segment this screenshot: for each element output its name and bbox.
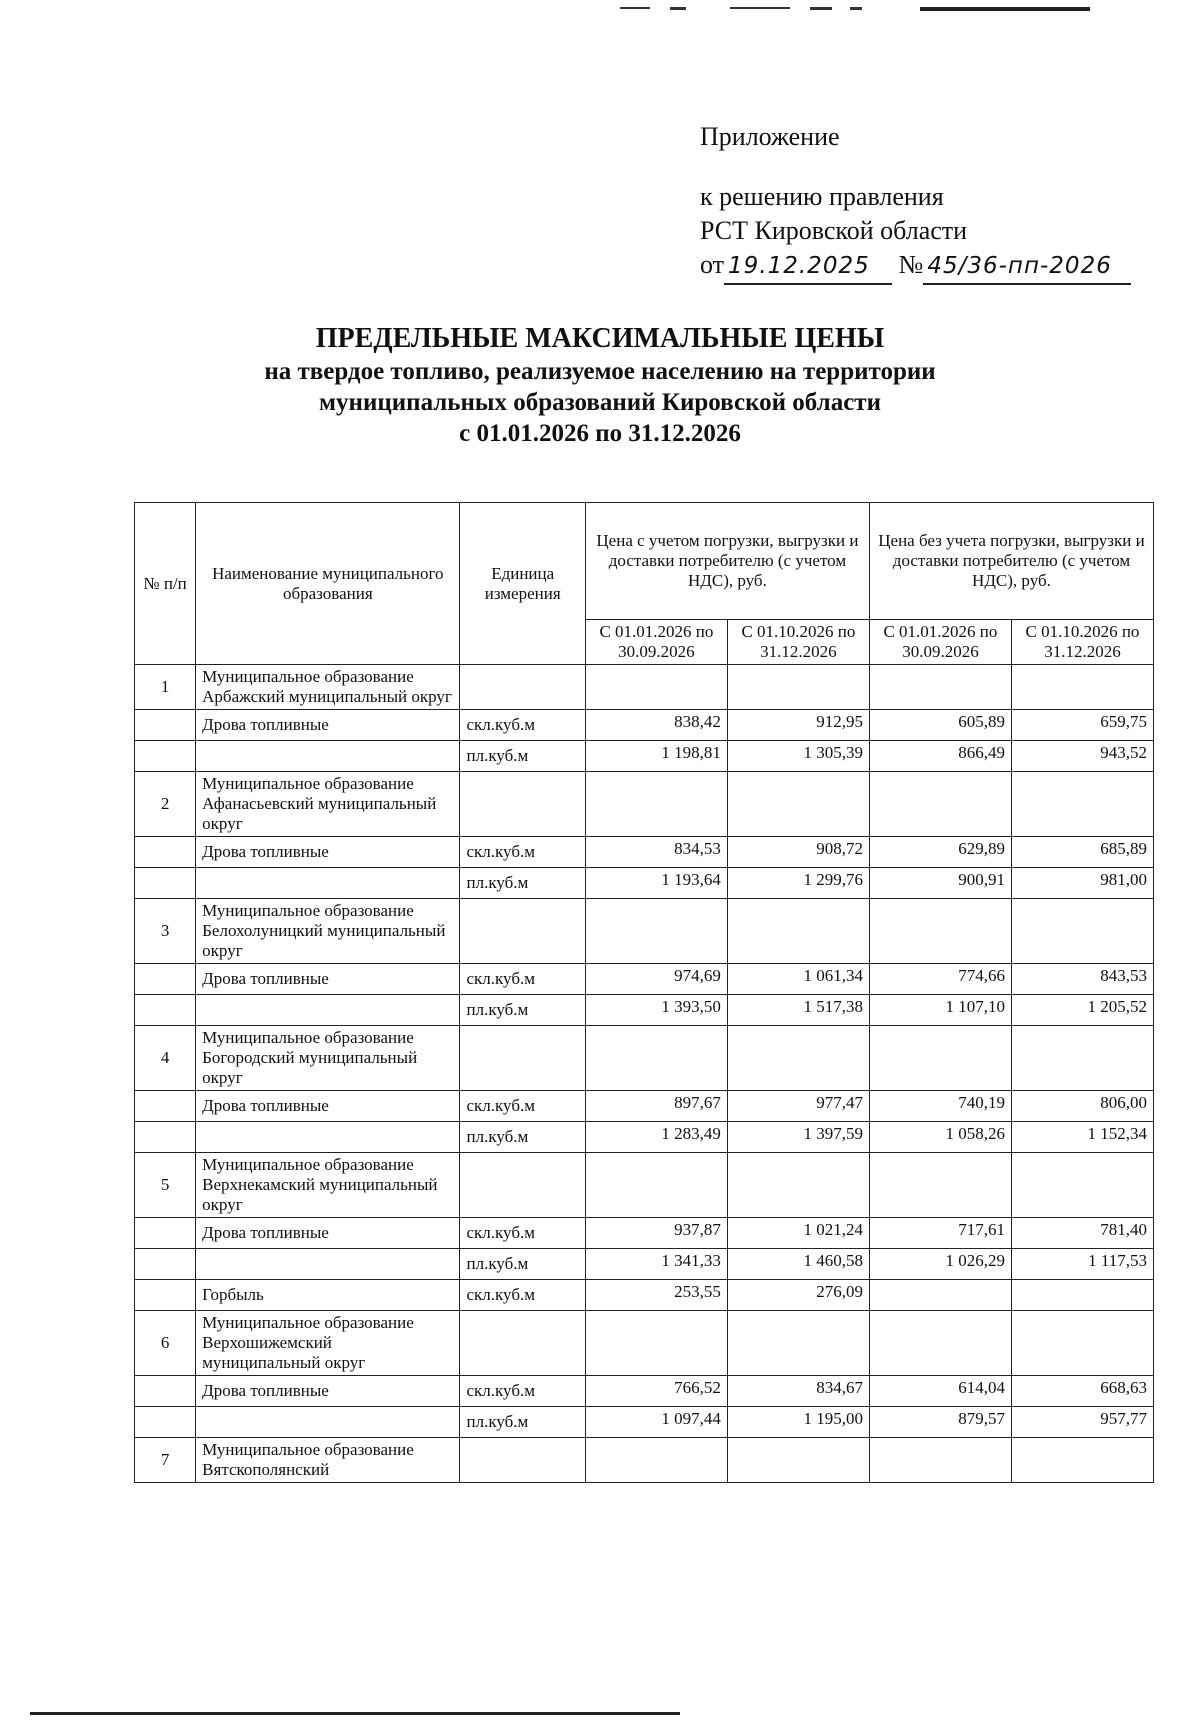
empty-cell xyxy=(460,772,585,837)
empty-cell xyxy=(585,1438,727,1483)
price-value-2: 1 517,38 xyxy=(727,995,869,1026)
empty-cell xyxy=(460,899,585,964)
empty-cell xyxy=(135,964,196,995)
price-value-3: 879,57 xyxy=(869,1407,1011,1438)
row-number: 6 xyxy=(135,1311,196,1376)
header-period-1: С 01.01.2026 по 30.09.2026 xyxy=(585,620,727,665)
municipality-name: Муниципальное образование Вятскополянский xyxy=(196,1438,460,1483)
price-value-1: 1 283,49 xyxy=(585,1122,727,1153)
price-value-1: 897,67 xyxy=(585,1091,727,1122)
price-value-4: 781,40 xyxy=(1011,1218,1153,1249)
municipality-row xyxy=(135,1153,1154,1218)
empty-cell xyxy=(727,1311,869,1376)
document-title xyxy=(0,322,1200,449)
fuel-type: Дрова топливные xyxy=(196,710,460,741)
municipality-name: Муниципальное образование Богородский муниципальный округ xyxy=(196,1026,460,1091)
price-value-3: 717,61 xyxy=(869,1218,1011,1249)
price-value-1: 1 341,33 xyxy=(585,1249,727,1280)
scan-bottom-line xyxy=(30,1712,680,1715)
price-value-1: 253,55 xyxy=(585,1280,727,1311)
empty-cell xyxy=(135,1091,196,1122)
price-value-1: 766,52 xyxy=(585,1376,727,1407)
price-value-4: 659,75 xyxy=(1011,710,1153,741)
header-num: № п/п xyxy=(135,503,196,665)
empty-cell xyxy=(135,1407,196,1438)
price-value-4: 943,52 xyxy=(1011,741,1153,772)
price-value-1: 1 198,81 xyxy=(585,741,727,772)
empty-cell xyxy=(727,899,869,964)
price-value-3: 1 058,26 xyxy=(869,1122,1011,1153)
row-number: 1 xyxy=(135,665,196,710)
scan-edge-marks xyxy=(620,0,1100,6)
price-table-body xyxy=(135,665,1154,1483)
empty-cell xyxy=(727,772,869,837)
fuel-type: Дрова топливные xyxy=(196,1376,460,1407)
price-value-3: 605,89 xyxy=(869,710,1011,741)
empty-cell xyxy=(585,1153,727,1218)
unit-of-measure: скл.куб.м xyxy=(460,964,585,995)
title-line-4: с 01.01.2026 по 31.12.2026 xyxy=(459,420,741,447)
fuel-type xyxy=(196,995,460,1026)
price-value-1: 1 193,64 xyxy=(585,868,727,899)
municipality-name: Муниципальное образование Верхошижемский муниципальный округ xyxy=(196,1311,460,1376)
approval-line-2: РСТ Кировской области xyxy=(700,216,968,245)
empty-cell xyxy=(585,772,727,837)
empty-cell xyxy=(1011,1026,1153,1091)
empty-cell xyxy=(1011,665,1153,710)
municipality-name: Муниципальное образование Верхнекамский муниципальный округ xyxy=(196,1153,460,1218)
price-value-2: 1 305,39 xyxy=(727,741,869,772)
municipality-name: Муниципальное образование Белохолуницкий муниципальный округ xyxy=(196,899,460,964)
price-row xyxy=(135,1407,1154,1438)
price-value-1: 834,53 xyxy=(585,837,727,868)
unit-of-measure: пл.куб.м xyxy=(460,1249,585,1280)
price-value-4: 668,63 xyxy=(1011,1376,1153,1407)
price-row xyxy=(135,1122,1154,1153)
title-line-1: ПРЕДЕЛЬНЫЕ МАКСИМАЛЬНЫЕ ЦЕНЫ xyxy=(315,323,885,354)
unit-of-measure: скл.куб.м xyxy=(460,837,585,868)
empty-cell xyxy=(727,1153,869,1218)
empty-cell xyxy=(869,772,1011,837)
appendix-label: Приложение xyxy=(700,122,840,151)
empty-cell xyxy=(727,1438,869,1483)
empty-cell xyxy=(869,899,1011,964)
price-value-2: 912,95 xyxy=(727,710,869,741)
empty-cell xyxy=(135,868,196,899)
price-value-4: 981,00 xyxy=(1011,868,1153,899)
price-value-4: 685,89 xyxy=(1011,837,1153,868)
price-row xyxy=(135,1091,1154,1122)
municipality-row xyxy=(135,1026,1154,1091)
empty-cell xyxy=(869,665,1011,710)
price-value-3: 866,49 xyxy=(869,741,1011,772)
unit-of-measure: пл.куб.м xyxy=(460,1122,585,1153)
empty-cell xyxy=(869,1438,1011,1483)
fuel-type: Дрова топливные xyxy=(196,1091,460,1122)
empty-cell xyxy=(1011,1311,1153,1376)
approval-block xyxy=(700,120,1131,285)
municipality-row xyxy=(135,772,1154,837)
price-value-4: 843,53 xyxy=(1011,964,1153,995)
price-value-4: 806,00 xyxy=(1011,1091,1153,1122)
unit-of-measure: пл.куб.м xyxy=(460,741,585,772)
fuel-type xyxy=(196,1122,460,1153)
price-row xyxy=(135,1218,1154,1249)
empty-cell xyxy=(585,899,727,964)
empty-cell xyxy=(869,1311,1011,1376)
header-period-2: С 01.10.2026 по 31.12.2026 xyxy=(727,620,869,665)
empty-cell xyxy=(135,1249,196,1280)
price-value-2: 1 061,34 xyxy=(727,964,869,995)
fuel-type xyxy=(196,1249,460,1280)
handwritten-date: 19.12.2025 xyxy=(724,249,892,285)
price-value-3 xyxy=(869,1280,1011,1311)
empty-cell xyxy=(135,710,196,741)
approval-line-1: к решению правления xyxy=(700,182,944,211)
price-value-4 xyxy=(1011,1280,1153,1311)
header-with-delivery: Цена с учетом погрузки, выгрузки и доставки потребителю (с учетом НДС), руб. xyxy=(585,503,869,620)
empty-cell xyxy=(135,1376,196,1407)
price-value-2: 1 021,24 xyxy=(727,1218,869,1249)
price-value-2: 276,09 xyxy=(727,1280,869,1311)
empty-cell xyxy=(727,1026,869,1091)
empty-cell xyxy=(135,1280,196,1311)
price-value-1: 838,42 xyxy=(585,710,727,741)
empty-cell xyxy=(135,837,196,868)
price-row xyxy=(135,868,1154,899)
price-value-1: 1 097,44 xyxy=(585,1407,727,1438)
price-row xyxy=(135,710,1154,741)
fuel-type xyxy=(196,1407,460,1438)
unit-of-measure: пл.куб.м xyxy=(460,995,585,1026)
price-value-1: 937,87 xyxy=(585,1218,727,1249)
price-value-3: 1 107,10 xyxy=(869,995,1011,1026)
empty-cell xyxy=(869,1026,1011,1091)
empty-cell xyxy=(1011,772,1153,837)
price-value-3: 900,91 xyxy=(869,868,1011,899)
price-value-1: 1 393,50 xyxy=(585,995,727,1026)
municipality-row xyxy=(135,899,1154,964)
municipality-name: Муниципальное образование Афанасьевский муниципальный округ xyxy=(196,772,460,837)
price-value-3: 1 026,29 xyxy=(869,1249,1011,1280)
fuel-type: Дрова топливные xyxy=(196,1218,460,1249)
price-row xyxy=(135,837,1154,868)
header-row xyxy=(135,503,1154,620)
empty-cell xyxy=(460,1311,585,1376)
price-value-4: 1 205,52 xyxy=(1011,995,1153,1026)
empty-cell xyxy=(727,665,869,710)
empty-cell xyxy=(585,1311,727,1376)
header-without-delivery: Цена без учета погрузки, выгрузки и доставки потребителю (с учетом НДС), руб. xyxy=(869,503,1153,620)
price-value-2: 1 195,00 xyxy=(727,1407,869,1438)
fuel-type: Дрова топливные xyxy=(196,837,460,868)
price-row xyxy=(135,741,1154,772)
title-line-2: на твердое топливо, реализуемое населению на территории xyxy=(264,358,936,385)
price-value-2: 1 299,76 xyxy=(727,868,869,899)
price-value-2: 1 397,59 xyxy=(727,1122,869,1153)
empty-cell xyxy=(869,1153,1011,1218)
header-unit: Единица измерения xyxy=(460,503,585,665)
price-value-4: 957,77 xyxy=(1011,1407,1153,1438)
header-period-4: С 01.10.2026 по 31.12.2026 xyxy=(1011,620,1153,665)
price-value-3: 614,04 xyxy=(869,1376,1011,1407)
municipality-row xyxy=(135,1311,1154,1376)
fuel-type xyxy=(196,741,460,772)
empty-cell xyxy=(585,1026,727,1091)
empty-cell xyxy=(135,741,196,772)
price-row xyxy=(135,1249,1154,1280)
header-period-3: С 01.01.2026 по 30.09.2026 xyxy=(869,620,1011,665)
unit-of-measure: скл.куб.м xyxy=(460,710,585,741)
header-name: Наименование муниципального образования xyxy=(196,503,460,665)
empty-cell xyxy=(1011,899,1153,964)
handwritten-number: 45/36-пп-2026 xyxy=(923,249,1131,285)
number-prefix: № xyxy=(898,250,924,279)
empty-cell xyxy=(1011,1153,1153,1218)
unit-of-measure: скл.куб.м xyxy=(460,1091,585,1122)
empty-cell xyxy=(460,1438,585,1483)
unit-of-measure: скл.куб.м xyxy=(460,1376,585,1407)
municipality-name: Муниципальное образование Арбажский муниципальный округ xyxy=(196,665,460,710)
price-value-3: 774,66 xyxy=(869,964,1011,995)
price-value-1: 974,69 xyxy=(585,964,727,995)
price-value-2: 977,47 xyxy=(727,1091,869,1122)
row-number: 4 xyxy=(135,1026,196,1091)
empty-cell xyxy=(460,665,585,710)
price-value-2: 1 460,58 xyxy=(727,1249,869,1280)
unit-of-measure: скл.куб.м xyxy=(460,1218,585,1249)
price-value-4: 1 152,34 xyxy=(1011,1122,1153,1153)
empty-cell xyxy=(460,1153,585,1218)
approval-date-line xyxy=(700,248,1131,285)
price-value-3: 629,89 xyxy=(869,837,1011,868)
unit-of-measure: пл.куб.м xyxy=(460,868,585,899)
row-number: 3 xyxy=(135,899,196,964)
fuel-type xyxy=(196,868,460,899)
price-table xyxy=(134,502,1154,1483)
price-row xyxy=(135,995,1154,1026)
empty-cell xyxy=(135,995,196,1026)
row-number: 7 xyxy=(135,1438,196,1483)
price-value-4: 1 117,53 xyxy=(1011,1249,1153,1280)
empty-cell xyxy=(460,1026,585,1091)
title-line-3: муниципальных образований Кировской области xyxy=(319,389,881,416)
price-value-2: 908,72 xyxy=(727,837,869,868)
empty-cell xyxy=(1011,1438,1153,1483)
price-row xyxy=(135,1280,1154,1311)
unit-of-measure: пл.куб.м xyxy=(460,1407,585,1438)
row-number: 2 xyxy=(135,772,196,837)
price-value-2: 834,67 xyxy=(727,1376,869,1407)
municipality-row xyxy=(135,665,1154,710)
empty-cell xyxy=(135,1122,196,1153)
date-prefix: от xyxy=(700,250,725,279)
price-value-3: 740,19 xyxy=(869,1091,1011,1122)
municipality-row xyxy=(135,1438,1154,1483)
empty-cell xyxy=(585,665,727,710)
empty-cell xyxy=(135,1218,196,1249)
row-number: 5 xyxy=(135,1153,196,1218)
unit-of-measure: скл.куб.м xyxy=(460,1280,585,1311)
fuel-type: Дрова топливные xyxy=(196,964,460,995)
price-row xyxy=(135,1376,1154,1407)
fuel-type: Горбыль xyxy=(196,1280,460,1311)
price-row xyxy=(135,964,1154,995)
